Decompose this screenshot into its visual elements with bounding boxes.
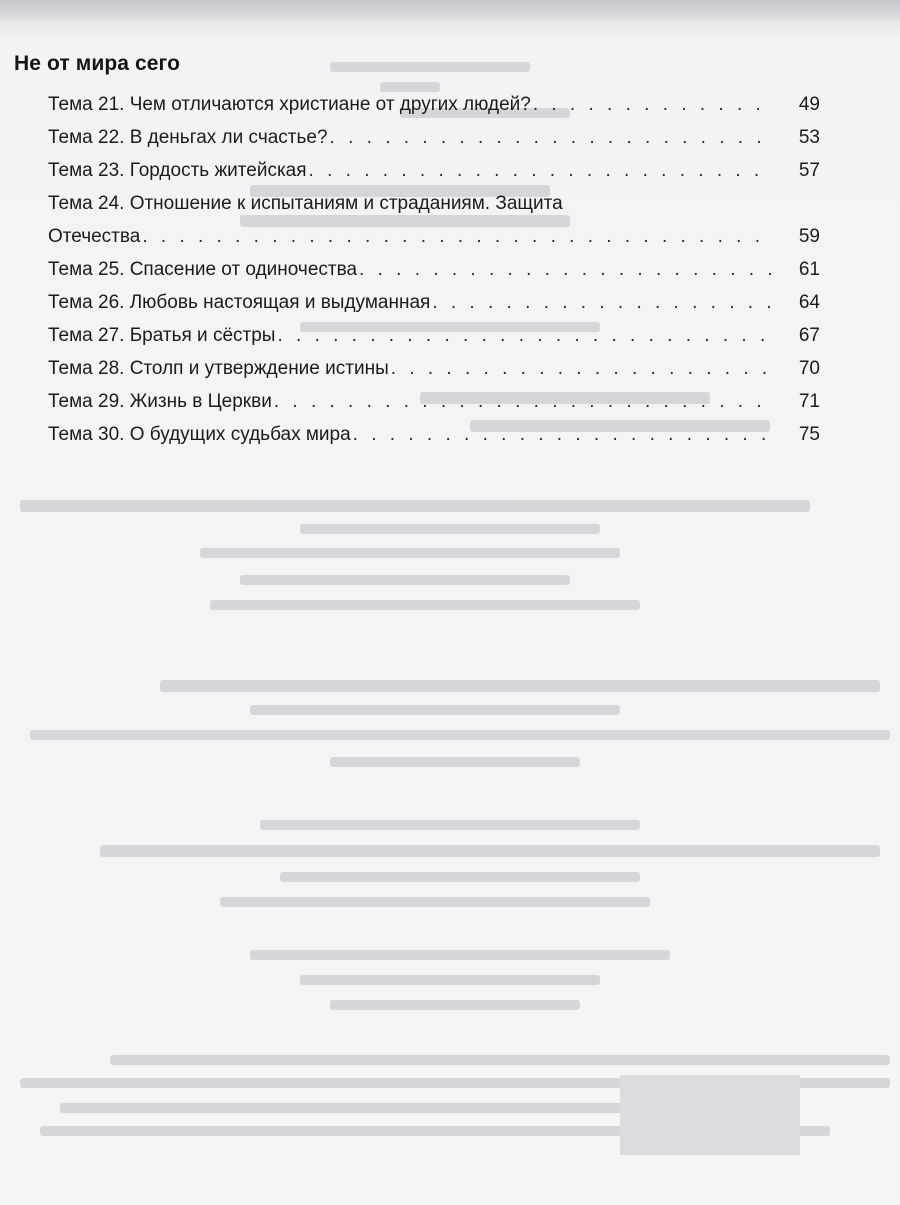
- toc-leader-dots: [391, 352, 774, 385]
- toc-leader-dots: [359, 253, 774, 286]
- toc-page-number: 75: [798, 424, 820, 445]
- toc-entry-21[interactable]: [48, 88, 820, 121]
- toc-entry-title: Отечества: [48, 226, 141, 247]
- toc-page-number: 61: [798, 259, 820, 280]
- toc-entry-27[interactable]: [48, 319, 820, 352]
- toc-entry-title: Тема 30. О будущих судьбах мира: [48, 424, 351, 445]
- toc-leader-dots: [274, 385, 774, 418]
- toc-entry-26[interactable]: [48, 286, 820, 319]
- toc-leader-dots: [277, 319, 774, 352]
- toc-page-number: 57: [798, 160, 820, 181]
- toc-page-number: 49: [798, 94, 820, 115]
- section-title: Не от мира сего: [14, 52, 181, 75]
- toc-leader-dots: [142, 220, 774, 253]
- toc-entry-title: Тема 28. Столп и утверждение истины: [48, 358, 389, 379]
- table-of-contents: [48, 88, 820, 451]
- toc-page-number: 71: [798, 391, 820, 412]
- toc-entry-title: Тема 25. Спасение от одиночества: [48, 259, 358, 280]
- toc-entry-title-line-1: Тема 24. Отношение к испытаниям и страданиям. Защита: [48, 193, 563, 214]
- toc-page-number: 59: [798, 226, 820, 247]
- toc-leader-dots: [432, 286, 774, 319]
- toc-entry-29[interactable]: [48, 385, 820, 418]
- toc-page-number: 64: [798, 292, 820, 313]
- toc-page-number: 67: [798, 325, 820, 346]
- toc-page-number: 53: [798, 127, 820, 148]
- toc-entry-30[interactable]: [48, 418, 820, 451]
- toc-entry-24[interactable]: [48, 187, 820, 253]
- toc-entry-23[interactable]: [48, 154, 820, 187]
- toc-leader-dots: [309, 154, 774, 187]
- toc-entry-title: Тема 26. Любовь настоящая и выдуманная: [48, 292, 431, 313]
- toc-entry-22[interactable]: [48, 121, 820, 154]
- toc-entry-title: Тема 21. Чем отличаются христиане от других людей?: [48, 94, 531, 115]
- toc-entry-25[interactable]: [48, 253, 820, 286]
- toc-leader-dots: [533, 88, 774, 121]
- toc-page-number: 70: [798, 358, 820, 379]
- toc-leader-dots: [353, 418, 774, 451]
- toc-entry-title: Тема 27. Братья и сёстры: [48, 325, 276, 346]
- toc-entry-28[interactable]: [48, 352, 820, 385]
- toc-entry-title: Тема 23. Гордость житейская: [48, 160, 307, 181]
- toc-entry-title: Тема 29. Жизнь в Церкви: [48, 391, 272, 412]
- toc-leader-dots: [330, 121, 774, 154]
- toc-entry-title: Тема 22. В деньгах ли счастье?: [48, 127, 328, 148]
